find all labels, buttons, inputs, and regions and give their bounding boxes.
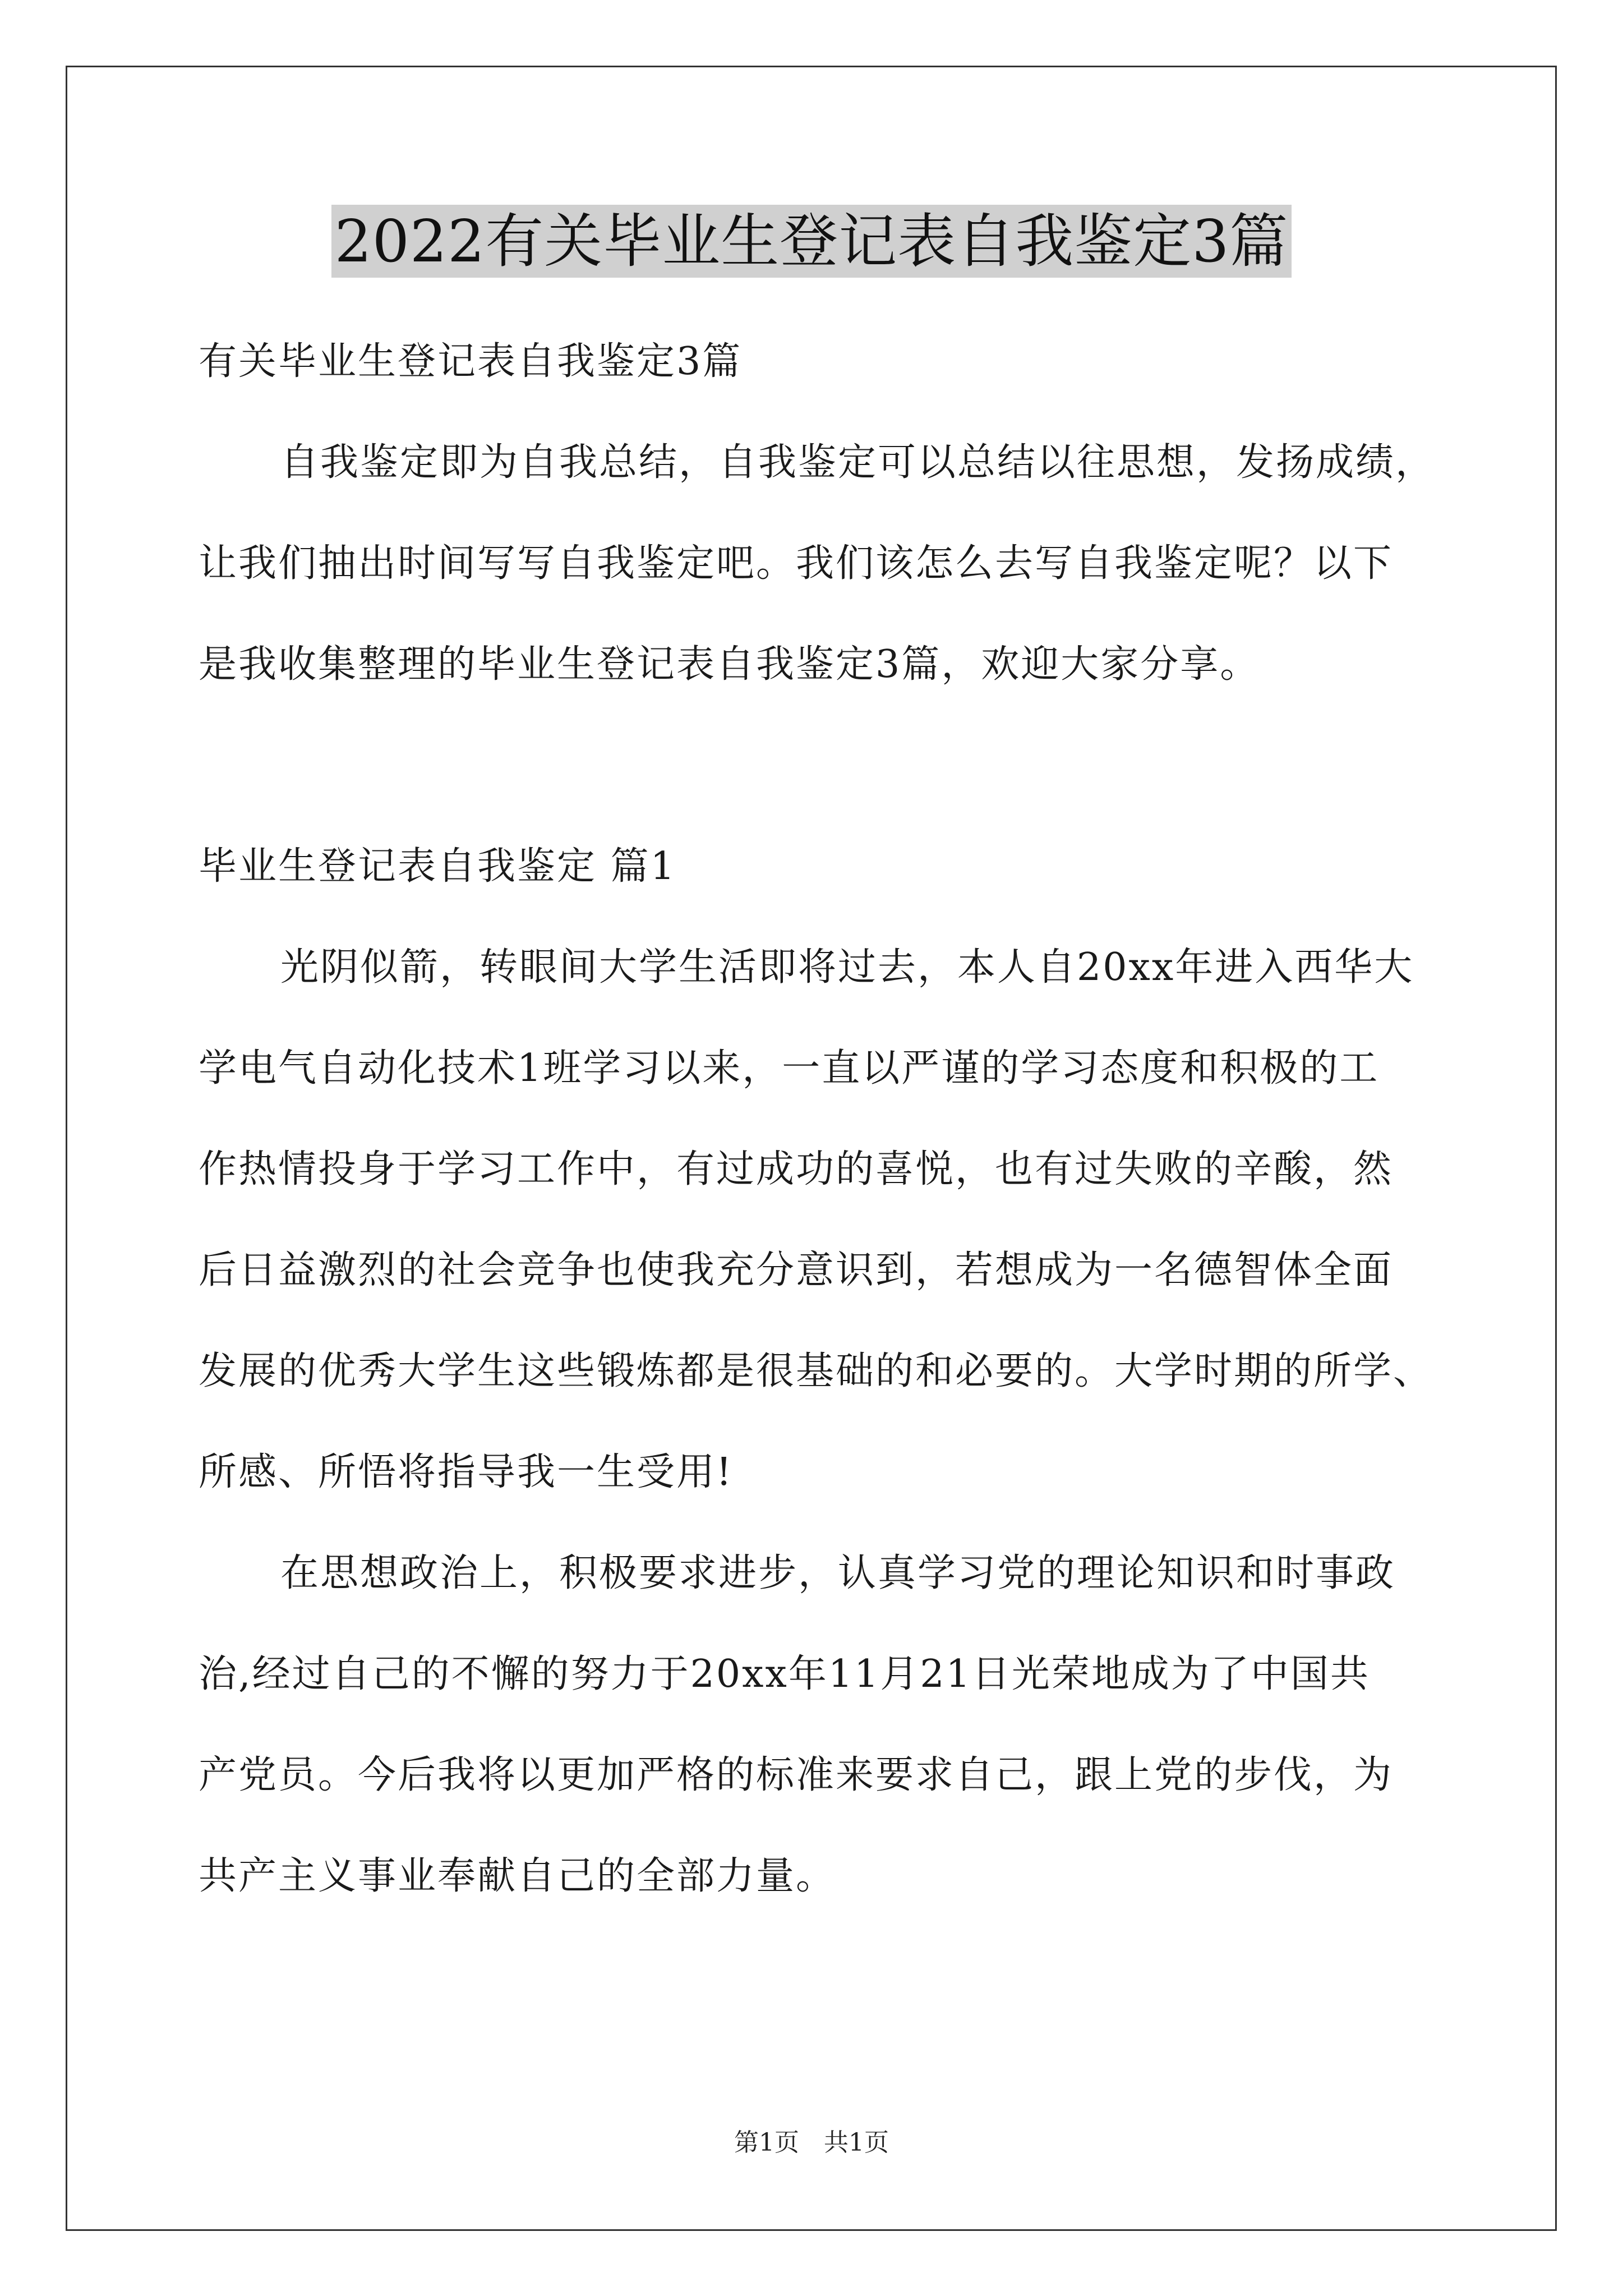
paragraph-line: 光阴似箭，转眼间大学生活即将过去，本人自20xx年进入西华大	[280, 945, 1414, 990]
paragraph-line: 作热情投身于学习工作中，有过成功的喜悦，也有过失败的辛酸，然	[199, 1147, 1394, 1191]
paragraph-line: 治,经过自己的不懈的努力于20xx年11月21日光荣地成为了中国共	[199, 1652, 1370, 1696]
section-spacer	[199, 715, 1460, 816]
paragraph-line: 产党员。今后我将以更加严格的标准来要求自己，跟上党的步伐，为	[199, 1753, 1394, 1797]
page-footer: 第1页 共1页	[734, 2128, 889, 2157]
document-subtitle: 有关毕业生登记表自我鉴定3篇	[199, 339, 743, 384]
title-container	[0, 205, 1623, 278]
intro-line: 让我们抽出时间写写自我鉴定吧。我们该怎么去写自我鉴定呢？以下	[199, 541, 1394, 586]
paragraph-2	[199, 1523, 1460, 1927]
paragraph-line: 共产主义事业奉献自己的全部力量。	[199, 1854, 836, 1898]
document-body	[199, 311, 1460, 1927]
paragraph-line: 在思想政治上，积极要求进步，认真学习党的理论知识和时事政	[280, 1551, 1396, 1595]
paragraph-line: 所感、所悟将指导我一生受用!	[199, 1450, 734, 1494]
section-heading: 毕业生登记表自我鉴定 篇1	[199, 844, 676, 889]
intro-line: 自我鉴定即为自我总结，自我鉴定可以总结以往思想，发扬成绩，	[280, 440, 1436, 485]
intro-paragraph	[199, 412, 1460, 715]
paragraph-line: 发展的优秀大学生这些锻炼都是很基础的和必要的。大学时期的所学、	[199, 1349, 1433, 1393]
document-title: 2022有关毕业生登记表自我鉴定3篇	[331, 205, 1292, 278]
paragraph-line: 后日益激烈的社会竞争也使我充分意识到，若想成为一名德智体全面	[199, 1248, 1394, 1292]
intro-line: 是我收集整理的毕业生登记表自我鉴定3篇，欢迎大家分享。	[199, 642, 1260, 687]
paragraph-line: 学电气自动化技术1班学习以来，一直以严谨的学习态度和积极的工	[199, 1046, 1380, 1091]
paragraph-1	[199, 917, 1460, 1523]
